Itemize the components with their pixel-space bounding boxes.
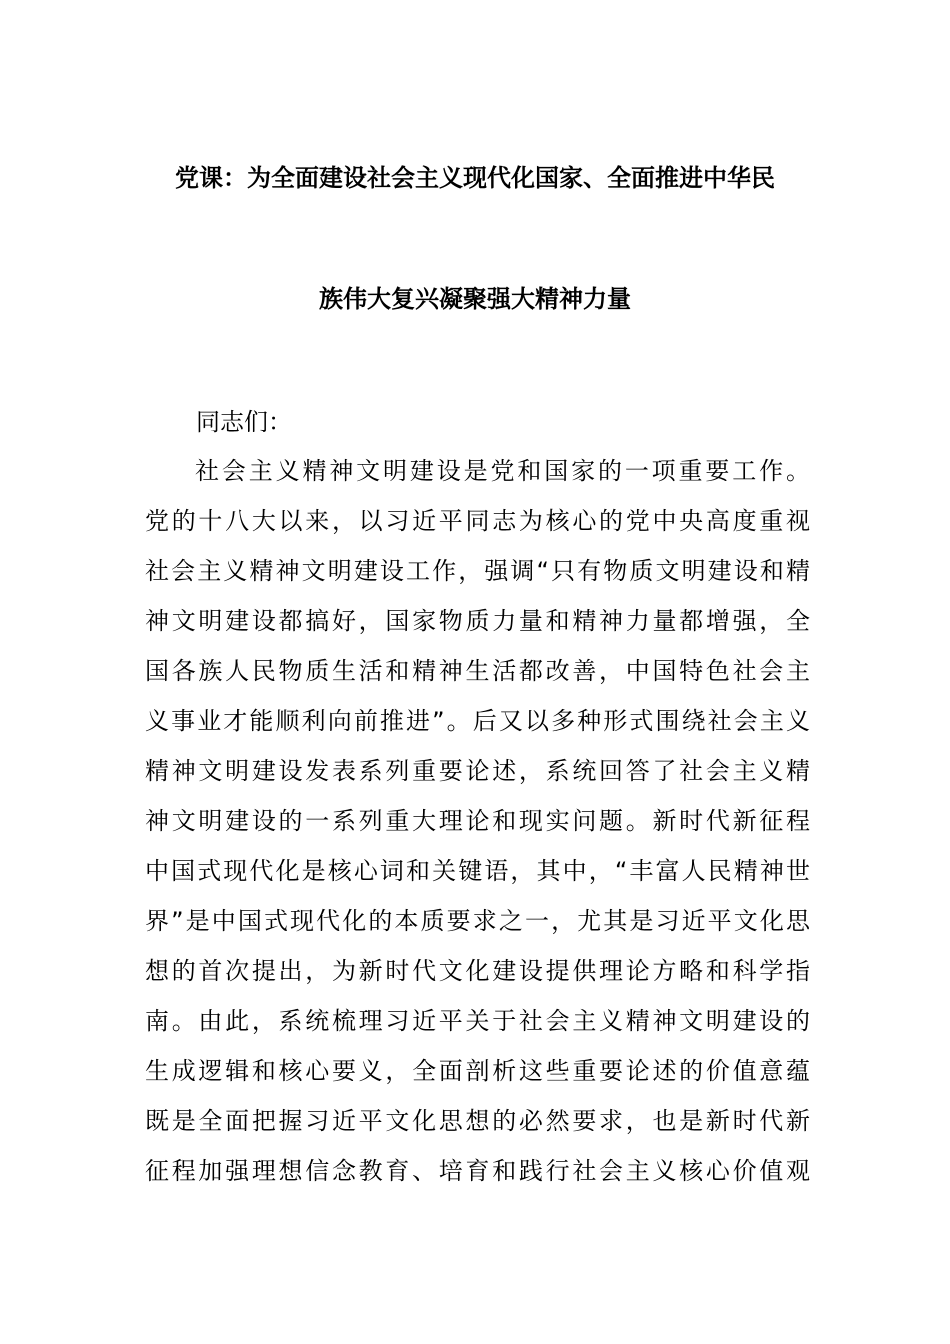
paragraph-line: 想的首次提出，为新时代文化建设提供理论方略和科学指	[145, 957, 810, 985]
paragraph-line: 党的十八大以来，以习近平同志为核心的党中央高度重视	[145, 507, 810, 535]
body-paragraph	[145, 453, 810, 1203]
paragraph-line: 义事业才能顺利向前推进”。后又以多种形式围绕社会主义	[145, 707, 810, 735]
paragraph-line: 社会主义精神文明建设工作，强调“只有物质文明建设和精	[145, 557, 810, 585]
document-title-line-1: 党课：为全面建设社会主义现代化国家、全面推进中华民	[175, 164, 775, 192]
paragraph-line: 征程加强理想信念教育、培育和践行社会主义核心价值观	[145, 1157, 810, 1185]
paragraph-line: 神文明建设都搞好，国家物质力量和精神力量都增强，全	[145, 607, 810, 635]
paragraph-line: 南。由此，系统梳理习近平关于社会主义精神文明建设的	[145, 1007, 810, 1035]
paragraph-line: 既是全面把握习近平文化思想的必然要求，也是新时代新	[145, 1107, 810, 1135]
paragraph-line: 生成逻辑和核心要义，全面剖析这些重要论述的价值意蕴	[145, 1057, 810, 1085]
paragraph-line: 神文明建设的一系列重大理论和现实问题。新时代新征程	[145, 807, 810, 835]
paragraph-line: 界”是中国式现代化的本质要求之一，尤其是习近平文化思	[145, 907, 810, 935]
paragraph-line: 社会主义精神文明建设是党和国家的一项重要工作。	[195, 457, 810, 485]
greeting: 同志们：	[196, 408, 292, 436]
paragraph-line: 国各族人民物质生活和精神生活都改善，中国特色社会主	[145, 657, 810, 685]
paragraph-line: 精神文明建设发表系列重要论述，系统回答了社会主义精	[145, 757, 810, 785]
document-title-line-2: 族伟大复兴凝聚强大精神力量	[319, 285, 631, 313]
paragraph-line: 中国式现代化是核心词和关键语，其中，“丰富人民精神世	[145, 857, 810, 885]
